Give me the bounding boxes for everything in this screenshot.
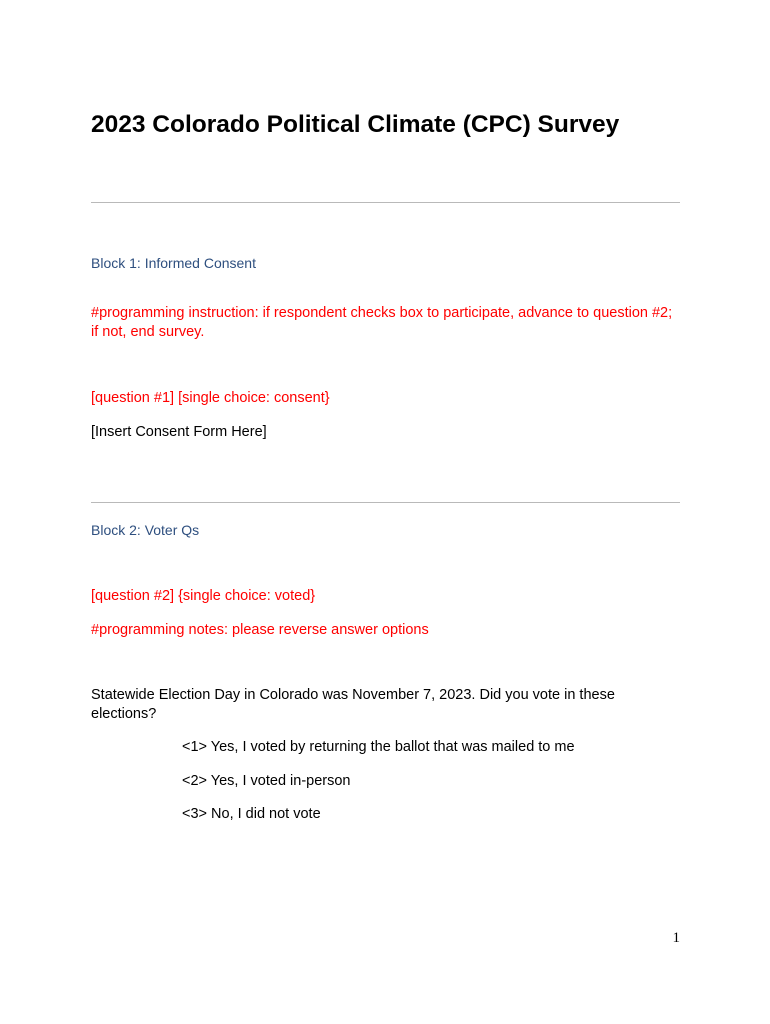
survey-title: 2023 Colorado Political Climate (CPC) Survey (91, 111, 620, 138)
consent-form-placeholder: [Insert Consent Form Here] (91, 424, 267, 440)
block-1-heading: Block 1: Informed Consent (91, 255, 256, 271)
section-divider (91, 202, 680, 203)
block-1-programming-instruction: #programming instruction: if respondent checks box to participate, advance to question #2; if not, end survey. (91, 305, 673, 340)
question-2-tag: [question #2] {single choice: voted} (91, 588, 316, 604)
block-2-heading: Block 2: Voter Qs (91, 522, 200, 538)
answer-option-2: <2> Yes, I voted in-person (182, 773, 351, 789)
question-2-text: Statewide Election Day in Colorado was November 7, 2023. Did you vote in these elections? (91, 687, 615, 722)
answer-option-3: <3> No, I did not vote (182, 806, 321, 822)
section-divider (91, 502, 680, 503)
question-1-tag: [question #1] [single choice: consent} (91, 390, 330, 406)
page-number: 1 (672, 930, 680, 946)
programming-note: #programming notes: please reverse answer options (91, 622, 429, 638)
answer-option-1: <1> Yes, I voted by returning the ballot that was mailed to me (182, 739, 575, 755)
